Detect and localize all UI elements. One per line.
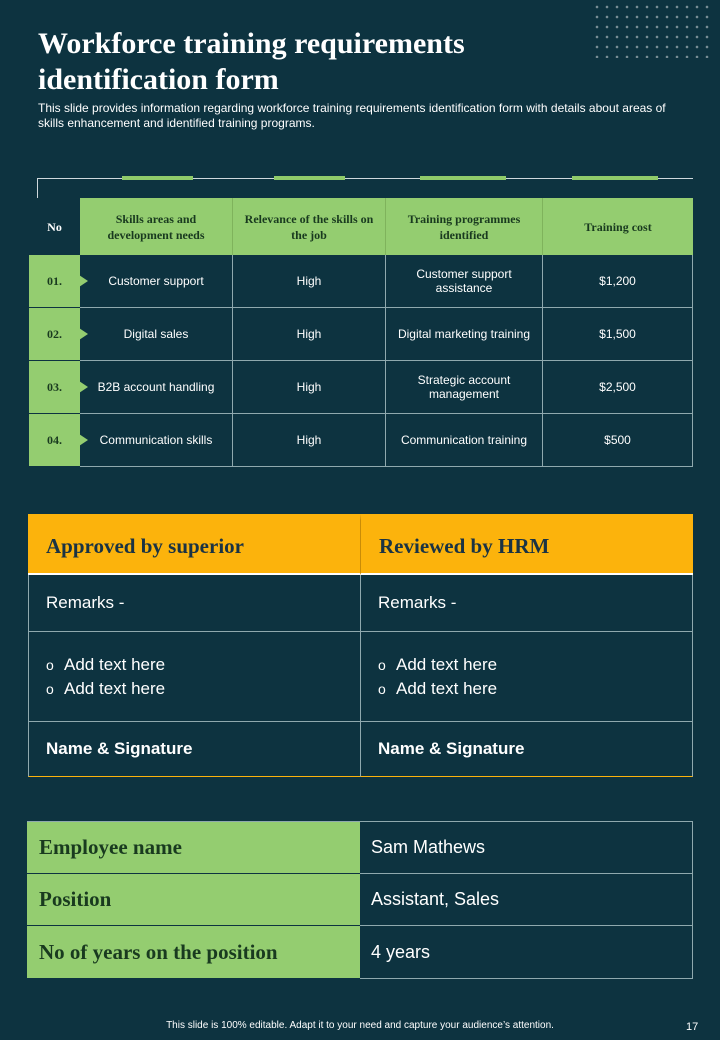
employee-info-table — [27, 821, 693, 979]
page-number: 17 — [686, 1021, 699, 1033]
row-number: 04. — [29, 414, 80, 467]
header-relevance: Relevance of the skills on the job — [233, 198, 386, 255]
header-no: No — [29, 198, 80, 255]
cost-cell: $500 — [543, 414, 693, 467]
hrm-remarks[interactable]: Remarks - — [361, 575, 693, 632]
page-title: Workforce training requirements identification form — [38, 27, 465, 96]
header-cost: Training cost — [543, 198, 693, 255]
years-label: No of years on the position — [27, 926, 360, 979]
header-skills: Skills areas and development needs — [80, 198, 233, 255]
page-subtitle: This slide provides information regarding workforce training requirements identification form with details about areas of skills enhancement and identified training programs. — [38, 101, 666, 130]
row-number: 03. — [29, 361, 80, 414]
position-label: Position — [27, 874, 360, 926]
hrm-signature[interactable]: Name & Signature — [361, 722, 693, 777]
list-item: o Add text here — [46, 653, 360, 677]
relevance-cell: High — [233, 308, 386, 361]
arrow-marker — [79, 381, 88, 393]
row-number: 01. — [29, 255, 80, 308]
program-cell: Digital marketing training — [386, 308, 543, 361]
accent-bar — [420, 176, 506, 180]
reviewed-by-hrm-header: Reviewed by HRM — [361, 514, 693, 575]
arrow-marker — [79, 434, 88, 446]
skill-cell: B2B account handling — [80, 361, 233, 414]
list-item: o Add text here — [46, 677, 360, 701]
skill-cell: Digital sales — [80, 308, 233, 361]
list-item: o Add text here — [378, 653, 692, 677]
employee-name-label: Employee name — [27, 822, 360, 874]
arrow-marker — [79, 275, 88, 287]
superior-remarks[interactable]: Remarks - — [28, 575, 361, 632]
approval-table — [28, 514, 693, 777]
superior-signature[interactable]: Name & Signature — [28, 722, 361, 777]
header-programmes: Training programmes identified — [386, 198, 543, 255]
position-value: Assistant, Sales — [360, 874, 693, 926]
years-value: 4 years — [360, 926, 693, 979]
bullet-icon: o — [46, 680, 54, 697]
cost-cell: $1,200 — [543, 255, 693, 308]
skill-cell: Communication skills — [80, 414, 233, 467]
cost-cell: $1,500 — [543, 308, 693, 361]
accent-bar — [122, 176, 193, 180]
list-item: o Add text here — [378, 677, 692, 701]
superior-notes[interactable] — [28, 632, 361, 722]
bullet-icon: o — [378, 680, 386, 697]
dot-grid-decoration — [592, 2, 714, 58]
accent-bar — [274, 176, 345, 180]
program-cell: Customer support assistance — [386, 255, 543, 308]
relevance-cell: High — [233, 255, 386, 308]
arrow-marker — [79, 328, 88, 340]
row-number: 02. — [29, 308, 80, 361]
relevance-cell: High — [233, 361, 386, 414]
bullet-icon: o — [46, 656, 54, 673]
hrm-notes[interactable] — [361, 632, 693, 722]
cost-cell: $2,500 — [543, 361, 693, 414]
employee-name-value: Sam Mathews — [360, 822, 693, 874]
training-requirements-table — [29, 198, 693, 467]
accent-bar — [572, 176, 658, 180]
skill-cell: Customer support — [80, 255, 233, 308]
footer-note: This slide is 100% editable. Adapt it to your need and capture your audience’s attention. — [166, 1020, 554, 1031]
approved-by-superior-header: Approved by superior — [28, 514, 361, 575]
program-cell: Communication training — [386, 414, 543, 467]
relevance-cell: High — [233, 414, 386, 467]
program-cell: Strategic account management — [386, 361, 543, 414]
bullet-icon: o — [378, 656, 386, 673]
